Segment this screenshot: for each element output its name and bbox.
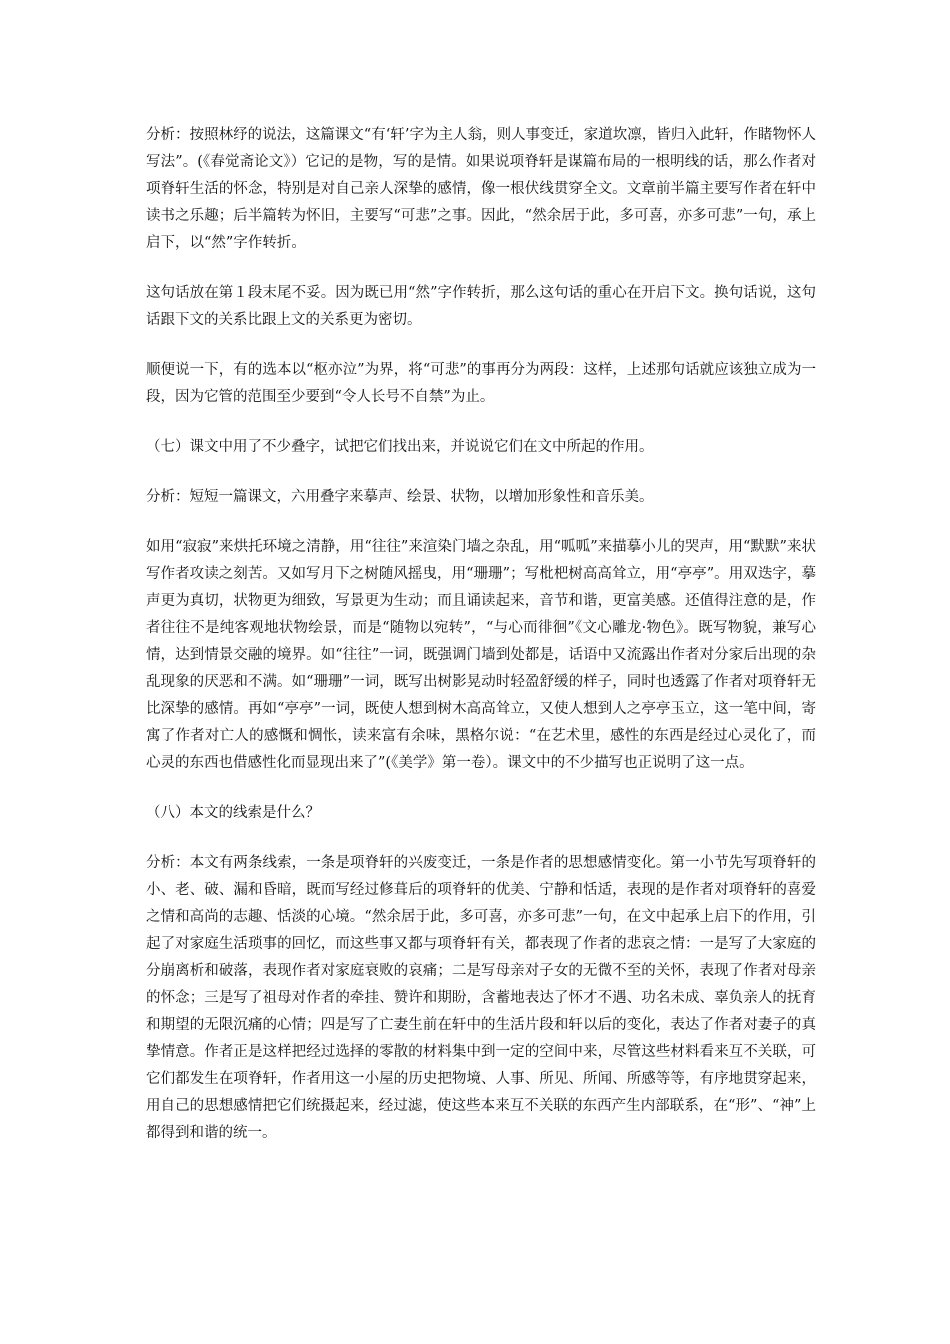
analysis-paragraph-2: 这句话放在第１段末尾不妥。因为既已用“然”字作转折，那么这句话的重心在开启下文。换句话说，这句话跟下文的关系比跟上文的关系更为密切。 <box>146 285 816 328</box>
question-7-detail-paragraph: 如用“寂寂”来烘托环境之清静，用“往往”来渲染门墙之杂乱，用“呱呱”来描摹小儿的哭声，用“默默”来状写作者攻读之刻苦。又如写月下之树随风摇曳，用“珊珊”；写枇杷树高高耸立，用“亭亭”。用双迭字，摹声更为真切，状物更为细致，写景更为生动；而且诵读起来，音节和谐，更富美感。还值得注意的是，作者往往不是纯客观地状物绘景，而是“随物以宛转”，“与心而徘徊”《文心雕龙·物色》。既写物貌，兼写心情，达到情景交融的境界。如“往往”一词，既强调门墙到处都是，话语中又流露出作者对分家后出现的杂乱现象的厌恶和不满。如“珊珊”一词，既写出树影晃动时轻盈舒缓的样子，同时也透露了作者对项脊轩无比深挚的感情。再如“亭亭”一词，既使人想到树木高高耸立，又使人想到人之亭亭玉立，这一笔中间，寄寓了作者对亡人的感慨和惆怅，读来富有余味，黑格尔说：“在艺术里，感性的东西是经过心灵化了，而心灵的东西也借感性化而显现出来了”(《美学》第一卷）。课文中的不少描写也正说明了这一点。 <box>146 539 816 771</box>
question-7-heading: （七）课文中用了不少叠字，试把它们找出来，并说说它们在文中所起的作用。 <box>146 439 654 455</box>
analysis-paragraph-1: 分析：按照林纾的说法，这篇课文“有‘轩’字为主人翁，则人事变迁，家道坎凛，皆归入此轩，作睹物怀人写法”。(《春觉斋论文》）它记的是物，写的是情。如果说项脊轩是谋篇布局的一根明线的话，那么作者对项脊轩生活的怀念，特别是对自己亲人深挚的感情，像一根伏线贯穿全文。文章前半篇主要写作者在轩中读书之乐趣；后半篇转为怀旧，主要写“可悲”之事。因此，“然余居于此，多可喜，亦多可悲”一句，承上启下，以“然”字作转折。 <box>146 127 816 251</box>
question-8-analysis: 分析：本文有两条线索，一条是项脊轩的兴废变迁，一条是作者的思想感情变化。第一小节先写项脊轩的小、老、破、漏和昏暗，既而写经过修葺后的项脊轩的优美、宁静和恬适，表现的是作者对项脊轩的喜爱之情和高尚的志趣、恬淡的心境。“然余居于此，多可喜，亦多可悲”一句，在文中起承上启下的作用，引起了对家庭生活琐事的回忆，而这些事又都与项脊轩有关，都表现了作者的悲哀之情：一是写了大家庭的分崩离析和破落，表现作者对家庭衰败的哀痛；二是写母亲对子女的无微不至的关怀，表现了作者对母亲的怀念；三是写了祖母对作者的牵挂、赞许和期盼，含蓄地表达了怀才不遇、功名未成、辜负亲人的抚育和期望的无限沉痛的心情；四是写了亡妻生前在轩中的生活片段和轩以后的变化，表达了作者对妻子的真挚情意。作者正是这样把经过选择的零散的材料集中到一定的空间中来，尽管这些材料看来互不关联，可它们都发生在项脊轩，作者用这一小屋的历史把物境、人事、所见、所闻、所感等等，有序地贯穿起来，用自己的思想感情把它们统摄起来，经过滤，使这些本来互不关联的东西产生内部联系，在“形”、“神”上都得到和谐的统一。 <box>146 855 816 1141</box>
question-7-analysis: 分析：短短一篇课文，六用叠字来摹声、绘景、状物，以增加形象性和音乐美。 <box>146 489 654 505</box>
question-8-heading: （八）本文的线索是什么？ <box>146 805 320 821</box>
analysis-paragraph-3: 顺便说一下，有的选本以“枢亦泣”为界，将“可悲”的事再分为两段：这样，上述那句话就应该独立成为一段，因为它管的范围至少要到“令人长号不自禁”为止。 <box>146 362 816 405</box>
document-body <box>146 122 816 1170</box>
